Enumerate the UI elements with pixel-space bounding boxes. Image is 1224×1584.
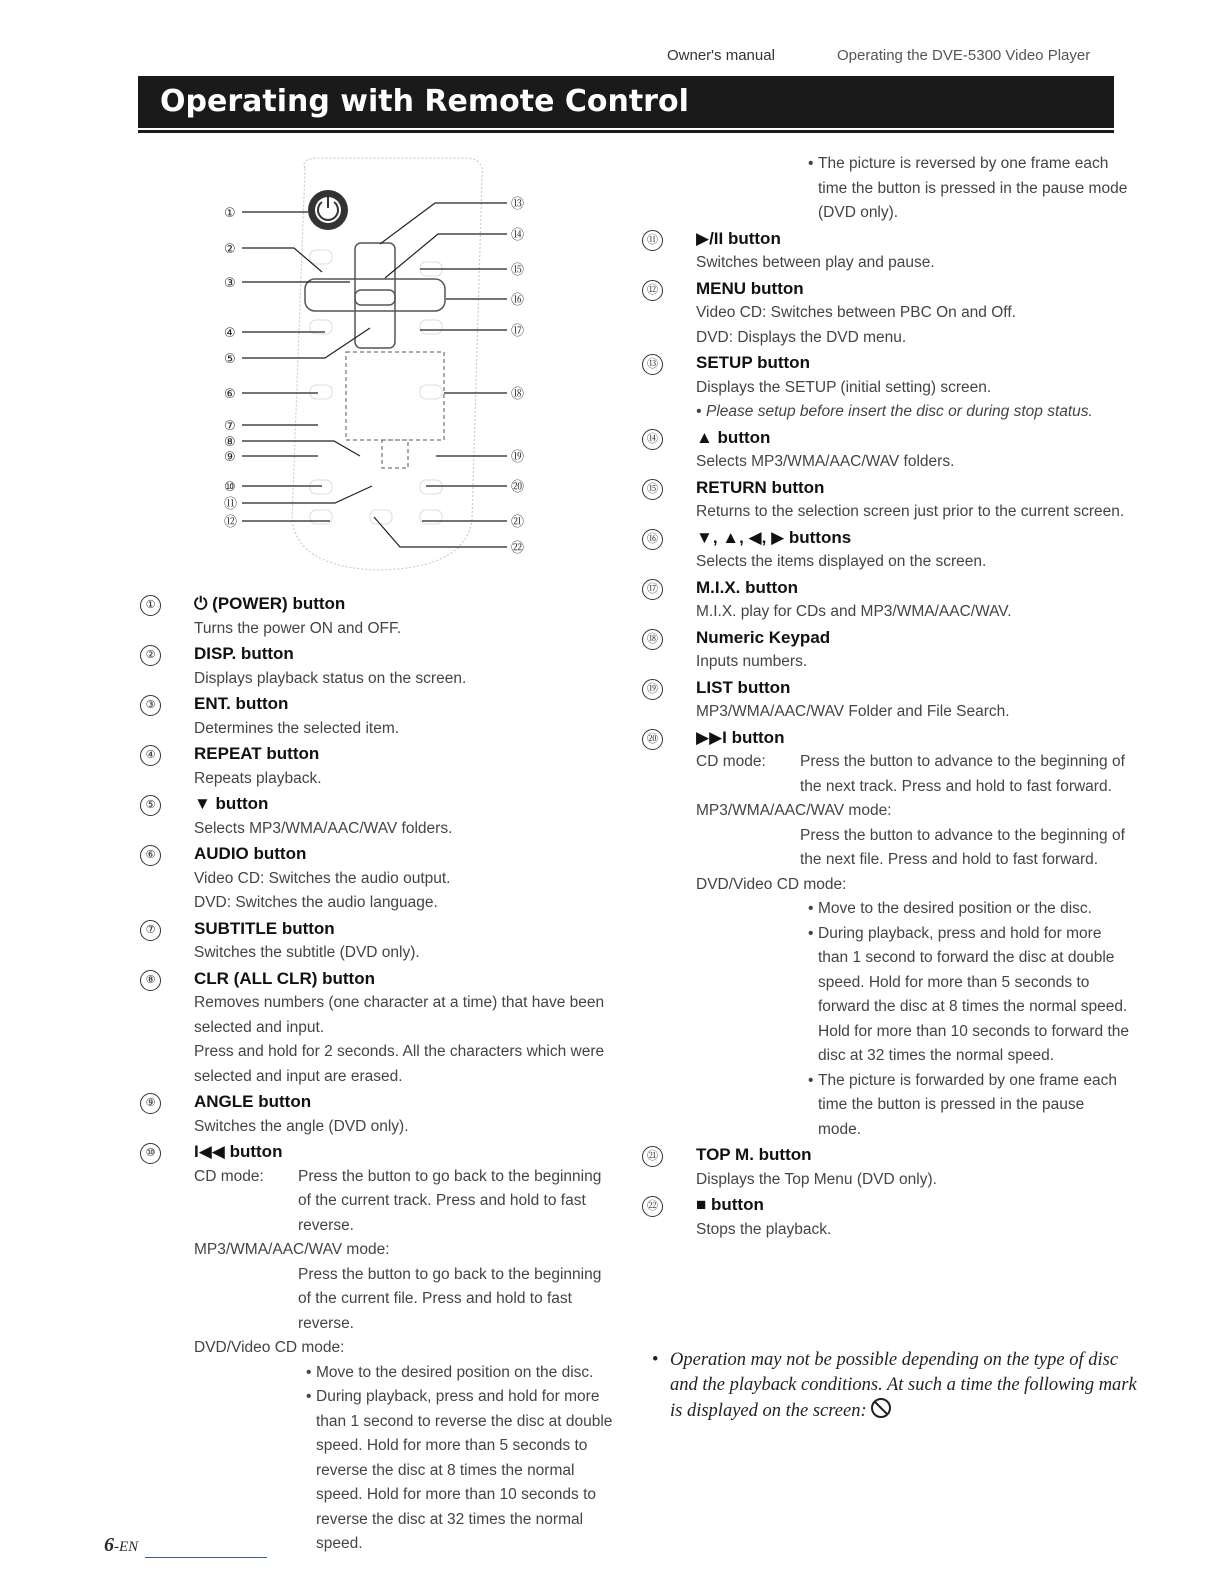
item-desc: Stops the playback. <box>696 1220 832 1238</box>
mode-label: MP3/WMA/AAC/WAV mode: <box>696 802 892 819</box>
item-number: ⑤ <box>140 795 161 816</box>
remote-label-11: ⑪ <box>224 497 238 512</box>
list-item <box>138 842 618 916</box>
remote-label-12: ⑫ <box>224 515 238 530</box>
mode-text: Press the button to advance to the beginning of the next track. Press and hold to fast forward. <box>800 753 1125 795</box>
remote-label-4: ④ <box>224 326 236 341</box>
remote-label-2: ② <box>224 242 236 257</box>
list-item <box>640 1143 1130 1192</box>
item-number: ⑫ <box>642 280 663 301</box>
list-item <box>138 917 618 966</box>
item-number: ㉑ <box>642 1146 663 1167</box>
item-number: ④ <box>140 745 161 766</box>
item-title: RETURN button <box>696 477 825 497</box>
item-desc: Displays the Top Menu (DVD only). <box>696 1170 937 1188</box>
mode-row <box>194 1165 618 1239</box>
item-number: ⑦ <box>140 920 161 941</box>
list-item <box>640 526 1130 575</box>
remote-label-9: ⑨ <box>224 450 236 465</box>
bullet-item: • Move to the desired position or the disc. <box>808 897 1130 922</box>
item-number: ① <box>140 595 161 616</box>
mode-text: Press the button to advance to the beginning of the next file. Press and hold to fast forward. <box>800 826 1125 868</box>
item-number: ⑱ <box>642 629 663 650</box>
remote-label-18: ⑱ <box>511 387 525 402</box>
item-number: ⑭ <box>642 429 663 450</box>
list-item <box>640 626 1130 675</box>
item-desc: Displays the SETUP (initial setting) screen. <box>696 378 992 396</box>
mode-label: DVD/Video CD mode: <box>194 1339 345 1356</box>
list-item <box>138 1140 618 1557</box>
item-number: ② <box>140 645 161 666</box>
item-desc: Press and hold for 2 seconds. All the characters which were selected and input are erased. <box>194 1043 605 1085</box>
remote-label-3: ③ <box>224 276 236 291</box>
item-title: MENU button <box>696 278 804 298</box>
item-number: ⑮ <box>642 479 663 500</box>
remote-label-13: ⑬ <box>511 197 525 212</box>
item-title: Numeric Keypad <box>696 627 831 647</box>
item-desc: Returns to the selection screen just prior to the current screen. <box>696 503 1125 520</box>
item-desc: Inputs numbers. <box>696 653 808 670</box>
list-item <box>138 642 618 691</box>
item-desc: Displays playback status on the screen. <box>194 669 467 687</box>
remote-label-17: ⑰ <box>511 324 525 339</box>
remote-label-8: ⑧ <box>224 435 236 450</box>
mode-label: DVD/Video CD mode: <box>696 875 847 893</box>
list-item <box>640 1193 1130 1242</box>
remote-label-14: ⑭ <box>511 228 525 243</box>
title-rule <box>138 130 1114 133</box>
mode-label: CD mode: <box>194 1167 264 1185</box>
list-item <box>640 476 1130 525</box>
item-number: ⑨ <box>140 1093 161 1114</box>
bullet-item: • The picture is forwarded by one frame each time the button is pressed in the pause mode. <box>808 1069 1130 1143</box>
item-desc: Removes numbers (one character at a time) that have been selected and input. <box>194 994 605 1036</box>
prohibited-icon <box>871 1398 891 1418</box>
item-number: ⑳ <box>642 729 663 750</box>
item-title: DISP. button <box>194 644 294 663</box>
item-desc: Switches between play and pause. <box>696 254 935 271</box>
mode-text: Press the button to go back to the beginning of the current file. Press and hold to fast reverse. <box>298 1265 602 1332</box>
item-desc: M.I.X. play for CDs and MP3/WMA/AAC/WAV. <box>696 603 1012 620</box>
left-column <box>138 592 618 1558</box>
remote-label-5: ⑤ <box>224 352 236 367</box>
remote-label-10: ⑩ <box>224 480 236 495</box>
item-desc: Selects MP3/WMA/AAC/WAV folders. <box>696 453 955 470</box>
list-item <box>138 967 618 1090</box>
item-desc: Switches the subtitle (DVD only). <box>194 944 420 961</box>
item-number: ⑩ <box>140 1143 161 1164</box>
item-desc: Video CD: Switches between PBC On and Off. <box>696 304 1016 321</box>
mode-text: Press the button to go back to the beginning of the current track. Press and hold to fast reverse. <box>298 1167 602 1234</box>
item-title: ▲ button <box>696 427 771 447</box>
item-title: ▶/II button <box>696 228 781 248</box>
mode-row <box>696 750 1130 799</box>
item-number: ㉒ <box>642 1196 663 1217</box>
header-section: Operating the DVE-5300 Video Player <box>837 47 1091 64</box>
item-desc: Selects MP3/WMA/AAC/WAV folders. <box>194 819 453 837</box>
bullet-item: • Move to the desired position on the disc. <box>306 1361 618 1386</box>
item-desc: Determines the selected item. <box>194 719 400 737</box>
remote-label-16: ⑯ <box>511 293 525 308</box>
item-title: M.I.X. button <box>696 577 798 597</box>
bullet-item: • The picture is reversed by one frame each time the button is pressed in the pause mode (DVD only). <box>808 152 1130 226</box>
item-title: TOP M. button <box>696 1145 812 1164</box>
item-number: ⑲ <box>642 679 663 700</box>
dpad-horizontal <box>305 279 445 311</box>
item-title: LIST button <box>696 677 791 697</box>
item-desc: Switches the angle (DVD only). <box>194 1117 409 1135</box>
remote-label-7: ⑦ <box>224 419 236 434</box>
page-title: Operating with Remote Control <box>138 76 1114 128</box>
item-title: AUDIO button <box>194 844 307 863</box>
item-title: ▼ button <box>194 794 269 813</box>
page-number-rule <box>145 1557 267 1558</box>
list-item <box>640 726 1130 1143</box>
list-item <box>138 742 618 791</box>
remote-label-1: ① <box>224 206 236 221</box>
list-item <box>640 277 1130 351</box>
item-number: ⑪ <box>642 230 663 251</box>
list-item <box>138 1090 618 1139</box>
item-number: ⑰ <box>642 579 663 600</box>
numeric-keypad <box>346 352 444 440</box>
item-title: ■ button <box>696 1195 764 1214</box>
list-item <box>640 152 1130 226</box>
remote-label-22: ㉒ <box>511 541 525 556</box>
item-title: REPEAT button <box>194 744 320 763</box>
list-item <box>138 692 618 741</box>
item-desc: DVD: Displays the DVD menu. <box>696 328 907 346</box>
header-manual: Owner's manual <box>667 47 775 64</box>
remote-control-illustration <box>210 150 550 580</box>
remote-label-21: ㉑ <box>511 515 525 530</box>
item-number: ⑬ <box>642 354 663 375</box>
item-desc: Repeats playback. <box>194 769 322 787</box>
item-desc: Video CD: Switches the audio output. <box>194 869 451 887</box>
item-title: ▶▶I button <box>696 727 785 747</box>
list-item <box>138 592 618 641</box>
operation-note-text: Operation may not be possible depending on the type of disc and the playback conditions. At such a time the following mark is displayed on the screen: <box>670 1350 1137 1421</box>
item-title: I◀◀ button <box>194 1142 283 1161</box>
list-item <box>640 576 1130 625</box>
list-item <box>640 227 1130 276</box>
list-item <box>138 792 618 841</box>
list-item <box>640 351 1130 425</box>
item-title: CLR (ALL CLR) button <box>194 968 375 988</box>
item-title: ANGLE button <box>194 1092 312 1111</box>
item-number: ⑯ <box>642 529 663 550</box>
item-title: SUBTITLE button <box>194 918 335 938</box>
item-desc: Turns the power ON and OFF. <box>194 619 402 637</box>
right-column <box>640 152 1130 1243</box>
item-title: SETUP button <box>696 353 810 372</box>
mode-label: MP3/WMA/AAC/WAV mode: <box>194 1241 390 1258</box>
operation-note: • Operation may not be possible depending on the type of disc and the playback conditions. At such a time the following mark is displayed on the screen: <box>652 1350 1137 1421</box>
bullet-item: • During playback, press and hold for more than 1 second to forward the disc at double speed. Hold for more than 5 seconds to forward the disc at 8 times the normal speed. Hold for more than 10 seconds to forward the disc at 32 times the normal speed. <box>808 922 1130 1069</box>
remote-label-15: ⑮ <box>511 263 525 278</box>
item-desc: MP3/WMA/AAC/WAV Folder and File Search. <box>696 703 1010 720</box>
item-desc: DVD: Switches the audio language. <box>194 894 438 911</box>
item-number: ③ <box>140 695 161 716</box>
item-note: • Please setup before insert the disc or during stop status. <box>696 400 1130 425</box>
remote-label-6: ⑥ <box>224 387 236 402</box>
list-item <box>640 426 1130 475</box>
remote-label-20: ⑳ <box>511 480 525 495</box>
item-desc: Selects the items displayed on the screen. <box>696 553 987 570</box>
list-item <box>640 676 1130 725</box>
item-number: ⑥ <box>140 845 161 866</box>
bullet-item: • During playback, press and hold for more than 1 second to reverse the disc at double speed. Hold for more than 5 seconds to reverse the disc at 8 times the normal speed. Hold for more than 10 seconds to reverse the disc at 32 times the normal speed. <box>306 1385 618 1557</box>
item-title: ⏻ (POWER) button <box>194 594 346 613</box>
page-number: 6-EN <box>104 1534 139 1556</box>
item-title: ▼, ▲, ◀, ▶ buttons <box>696 527 852 547</box>
item-number: ⑧ <box>140 970 161 991</box>
remote-label-19: ⑲ <box>511 450 525 465</box>
mode-label: CD mode: <box>696 753 766 770</box>
item-title: ENT. button <box>194 694 289 713</box>
